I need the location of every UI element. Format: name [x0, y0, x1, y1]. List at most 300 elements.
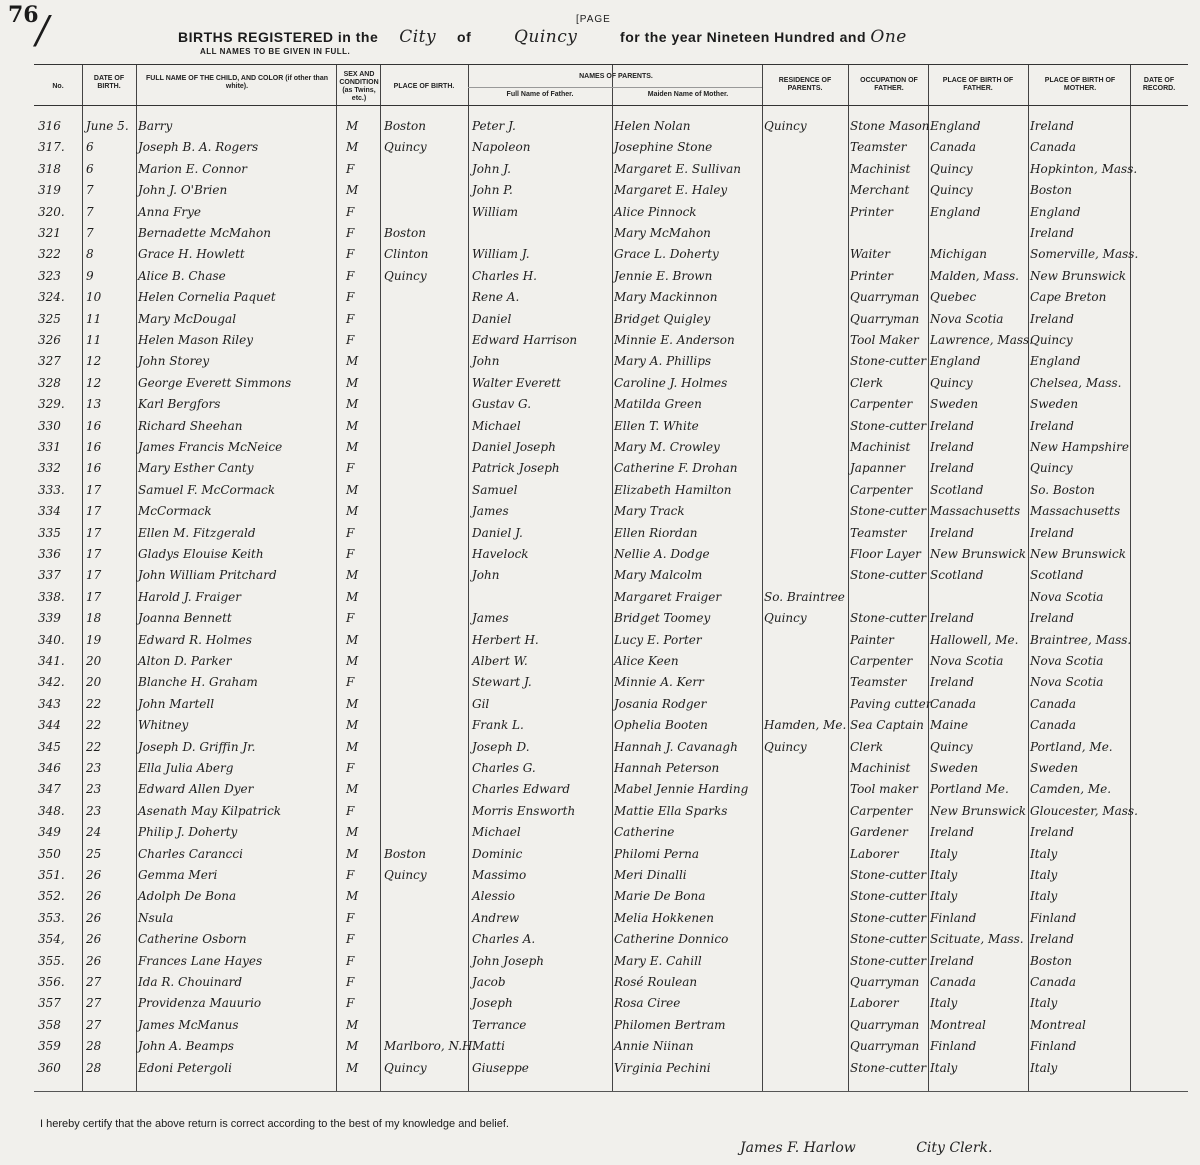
cell-child: Adolph De Bona [138, 889, 237, 904]
cell-mother: Elizabeth Hamilton [614, 482, 732, 497]
cell-mother: Mary Malcolm [614, 568, 703, 583]
cell-father: John J. [472, 161, 511, 176]
cell-date: 16 [86, 461, 102, 476]
table-row [34, 673, 1188, 694]
cell-sex: F [346, 975, 355, 989]
cell-occupation: Painter [850, 632, 894, 647]
cell-sex: M [346, 504, 359, 519]
header-place-of-birth: PLACE OF BIRTH. [393, 83, 455, 90]
table-row [34, 609, 1188, 630]
header-mother-name: Maiden Name of Mother. [647, 91, 729, 98]
table-row [34, 288, 1188, 309]
cell-mother: Mary E. Cahill [614, 953, 702, 968]
cell-mother: Hannah J. Cavanagh [614, 739, 738, 754]
cell-sex: F [346, 803, 355, 818]
cell-sex: M [346, 632, 359, 647]
cell-mother: Melia Hokkenen [614, 910, 714, 925]
cell-mother: Bridget Quigley [614, 311, 711, 326]
table-row [34, 930, 1188, 951]
cell-mother: Margaret E. Sullivan [614, 161, 742, 176]
cell-residence: Quincy [764, 611, 807, 626]
cell-m-birth: Finland [1030, 1039, 1077, 1054]
cell-no: 354, [38, 932, 65, 947]
cell-occupation: Machinist [850, 761, 911, 775]
cell-sex: F [346, 226, 355, 240]
cell-child: Mary Esther Canty [138, 461, 254, 476]
cell-child: James McManus [138, 1017, 239, 1032]
cell-father: William [472, 204, 519, 219]
cell-m-birth: Braintree, Mass. [1030, 632, 1132, 647]
cell-occupation: Gardener [850, 825, 908, 840]
cell-sex: M [346, 1039, 359, 1054]
cell-no: 340. [38, 632, 65, 647]
cell-date: 26 [86, 953, 102, 968]
cell-father: Herbert H. [472, 632, 539, 647]
cell-no: 359 [38, 1039, 61, 1054]
register-ledger [34, 64, 1188, 1092]
cell-child: Karl Bergfors [138, 397, 221, 412]
cell-sex: M [346, 119, 359, 133]
cell-no: 352. [38, 889, 65, 904]
cell-m-birth: Ireland [1030, 932, 1074, 947]
cell-occupation: Merchant [850, 183, 910, 198]
cell-place: Boston [384, 846, 426, 861]
cell-mother: Ellen Riordan [614, 525, 698, 540]
cell-no: 322 [38, 247, 61, 262]
table-row [34, 1059, 1188, 1080]
table-row [34, 866, 1188, 887]
cell-child: Whitney [138, 718, 189, 733]
cell-occupation: Stone-cutter [850, 504, 927, 519]
cell-date: 28 [86, 1039, 102, 1054]
title-births-registered: BIRTHS REGISTERED [178, 29, 334, 45]
cell-date: 16 [86, 440, 102, 454]
cell-occupation: Stone-cutter [850, 418, 927, 433]
table-row [34, 952, 1188, 973]
cell-m-birth: England [1030, 354, 1081, 369]
cell-m-birth: Massachusetts [1030, 504, 1121, 519]
cell-m-birth: Canada [1030, 140, 1077, 155]
table-row [34, 716, 1188, 737]
cell-father: Walter Everett [472, 375, 561, 390]
cell-occupation: Carpenter [850, 397, 913, 412]
cell-date: 25 [86, 846, 102, 861]
cell-father: Michael [472, 825, 521, 840]
table-row [34, 502, 1188, 523]
table-row [34, 310, 1188, 331]
title-in-the: in the [337, 29, 379, 45]
cell-sex: M [346, 846, 359, 861]
cell-occupation: Quarryman [850, 1039, 920, 1054]
cell-occupation: Laborer [850, 846, 899, 861]
cell-occupation: Tool maker [850, 782, 918, 797]
cell-occupation: Sea Captain [850, 718, 924, 733]
cell-date: 27 [86, 1017, 102, 1032]
cell-child: Frances Lane Hayes [138, 953, 263, 968]
cell-mother: Mary Mackinnon [614, 290, 718, 305]
cell-occupation: Printer [850, 204, 894, 219]
cell-sex: F [346, 161, 355, 176]
cell-occupation: Quarryman [850, 975, 920, 989]
cell-father: Matti [472, 1039, 505, 1054]
cell-m-birth: Finland [1030, 910, 1077, 925]
cell-occupation: Quarryman [850, 311, 920, 326]
cell-father: John Joseph [472, 953, 545, 968]
header-occupation: OCCUPATION OF FATHER. [860, 77, 918, 92]
table-row [34, 566, 1188, 587]
cell-occupation: Stone-cutter [850, 953, 927, 968]
table-row [34, 845, 1188, 866]
cell-child: Edward R. Holmes [138, 632, 252, 647]
parents-subheader-rule [468, 87, 762, 88]
cell-sex: M [346, 397, 359, 412]
cell-f-birth: Sweden [930, 397, 979, 412]
table-row [34, 395, 1188, 416]
cell-date: 17 [86, 568, 102, 583]
cell-date: 16 [86, 418, 102, 433]
cell-m-birth: Ireland [1030, 611, 1074, 626]
title-place-type: City [399, 27, 437, 47]
cell-m-birth: Ireland [1030, 418, 1074, 433]
cell-place: Marlboro, N.H. [384, 1039, 477, 1054]
cell-place: Quincy [384, 868, 427, 882]
cell-no: 321 [38, 226, 61, 240]
cell-sex: M [346, 482, 359, 497]
header-names-of-parents: NAMES OF PARENTS. [579, 73, 653, 80]
cell-m-birth: So. Boston [1030, 482, 1095, 497]
cell-f-birth: Italy [930, 868, 958, 882]
cell-date: 7 [86, 183, 94, 198]
cell-sex: M [346, 696, 359, 711]
cell-mother: Rosé Roulean [614, 975, 698, 989]
cell-residence: So. Braintree [764, 589, 845, 604]
cell-m-birth: Boston [1030, 953, 1072, 968]
cell-no: 323 [38, 268, 61, 283]
table-row [34, 417, 1188, 438]
cell-date: 23 [86, 761, 102, 775]
cell-f-birth: Scotland [930, 482, 984, 497]
cell-f-birth: Scituate, Mass. [930, 932, 1024, 947]
cell-mother: Marie De Bona [614, 889, 706, 904]
cell-no: 348. [38, 803, 65, 818]
cell-child: Nsula [138, 910, 174, 925]
cell-no: 319 [38, 183, 61, 198]
cell-occupation: Waiter [850, 247, 890, 262]
cell-m-birth: Nova Scotia [1030, 589, 1104, 604]
cell-father: Samuel [472, 482, 518, 497]
cell-father: Gustav G. [472, 397, 532, 412]
cell-sex: F [346, 311, 355, 326]
table-row [34, 759, 1188, 780]
cell-date: June 5. [86, 119, 129, 133]
cell-child: Catherine Osborn [138, 932, 247, 947]
cell-date: 23 [86, 782, 102, 797]
cell-occupation: Quarryman [850, 290, 920, 305]
cell-child: Helen Mason Riley [138, 333, 254, 347]
cell-date: 27 [86, 975, 102, 989]
cell-m-birth: Hopkinton, Mass. [1030, 161, 1138, 176]
cell-occupation: Stone-cutter [850, 354, 927, 369]
cell-father: Michael [472, 418, 521, 433]
cell-mother: Mattie Ella Sparks [614, 803, 728, 818]
cell-f-birth: Ireland [930, 675, 974, 690]
cell-date: 12 [86, 354, 102, 369]
cell-child: Joseph D. Griffin Jr. [138, 739, 256, 754]
cell-f-birth: Ireland [930, 825, 974, 840]
cell-father: Havelock [472, 547, 529, 561]
cell-f-birth: Quebec [930, 290, 977, 305]
cell-f-birth: Hallowell, Me. [930, 632, 1019, 647]
cell-date: 9 [86, 268, 94, 283]
cell-date: 7 [86, 204, 94, 219]
cell-no: 347 [38, 782, 61, 797]
cell-place: Boston [384, 119, 426, 133]
cell-no: 325 [38, 311, 61, 326]
cell-no: 339 [38, 611, 61, 626]
cell-father: Daniel J. [472, 525, 523, 540]
title-for-the-year: for the year Nineteen Hundred and [620, 29, 867, 45]
table-row [34, 160, 1188, 181]
cell-occupation: Stone-cutter [850, 611, 927, 626]
cell-f-birth: Ireland [930, 525, 974, 540]
cell-date: 6 [86, 161, 94, 176]
cell-no: 331 [38, 440, 61, 454]
cell-mother: Hannah Peterson [614, 761, 720, 775]
cell-mother: Ellen T. White [614, 418, 699, 433]
cell-m-birth: Montreal [1030, 1017, 1086, 1032]
cell-child: Charles Carancci [138, 846, 243, 861]
cell-no: 327 [38, 354, 61, 369]
cell-mother: Margaret Fraiger [614, 589, 722, 604]
cell-date: 19 [86, 632, 102, 647]
cell-father: Massimo [472, 868, 527, 882]
cell-m-birth: Chelsea, Mass. [1030, 375, 1122, 390]
cell-no: 326 [38, 333, 61, 347]
table-row [34, 823, 1188, 844]
cell-f-birth: Finland [930, 910, 977, 925]
cell-no: 329. [38, 397, 65, 412]
clerk-signature [740, 1140, 992, 1156]
cell-sex: F [346, 611, 355, 626]
cell-occupation: Tool Maker [850, 333, 919, 347]
cell-m-birth: Italy [1030, 846, 1058, 861]
cell-f-birth: Malden, Mass. [930, 268, 1019, 283]
cell-sex: F [346, 247, 355, 262]
cell-date: 26 [86, 932, 102, 947]
cell-mother: Alice Keen [614, 654, 679, 668]
cell-occupation: Carpenter [850, 803, 913, 818]
cell-father: William J. [472, 247, 530, 262]
cell-no: 330 [38, 418, 61, 433]
cell-father: Andrew [472, 910, 520, 925]
cell-date: 11 [86, 333, 102, 347]
table-row [34, 181, 1188, 202]
cell-sex: F [346, 910, 355, 925]
cell-father: Dominic [472, 846, 523, 861]
cell-no: 346 [38, 761, 61, 775]
cell-no: 337 [38, 568, 61, 583]
cell-m-birth: Ireland [1030, 525, 1074, 540]
cell-date: 26 [86, 910, 102, 925]
cell-no: 333. [38, 482, 65, 497]
table-row [34, 438, 1188, 459]
cell-date: 17 [86, 504, 102, 519]
header-father-name: Full Name of Father. [506, 91, 574, 98]
cell-date: 6 [86, 140, 94, 155]
cell-place: Quincy [384, 140, 427, 155]
cell-date: 20 [86, 675, 102, 690]
cell-occupation: Quarryman [850, 1017, 920, 1032]
cell-f-birth: Canada [930, 140, 977, 155]
cell-child: Harold J. Fraiger [138, 589, 241, 604]
title-year-word: One [870, 27, 907, 47]
table-row [34, 459, 1188, 480]
cell-sex: M [346, 589, 359, 604]
cell-f-birth: Quincy [930, 739, 973, 754]
cell-mother: Catherine F. Drohan [614, 461, 738, 476]
cell-child: James Francis McNeice [138, 440, 283, 454]
cell-m-birth: Canada [1030, 718, 1077, 733]
cell-sex: M [346, 140, 359, 155]
table-row [34, 738, 1188, 759]
cell-occupation: Stone-cutter [850, 932, 927, 947]
page-number: 76 [8, 2, 39, 28]
cell-sex: F [346, 868, 355, 882]
cell-occupation: Stone-cutter [850, 889, 927, 904]
cell-sex: F [346, 761, 355, 775]
cell-f-birth: Montreal [930, 1017, 986, 1032]
cell-child: Marion E. Connor [138, 161, 247, 176]
table-row [34, 631, 1188, 652]
table-row [34, 909, 1188, 930]
cell-sex: M [346, 183, 359, 198]
cell-f-birth: Ireland [930, 611, 974, 626]
cell-m-birth: Ireland [1030, 119, 1074, 133]
cell-occupation: Machinist [850, 440, 911, 454]
cell-m-birth: Boston [1030, 183, 1072, 198]
cell-father: Peter J. [472, 119, 516, 133]
cell-mother: Philomi Perna [614, 846, 699, 861]
cell-child: Alton D. Parker [138, 654, 232, 668]
cell-occupation: Laborer [850, 996, 899, 1011]
cell-no: 336 [38, 547, 61, 561]
cell-sex: F [346, 525, 355, 540]
cell-mother: Josephine Stone [614, 140, 713, 155]
table-row [34, 224, 1188, 245]
cell-father: Alessio [472, 889, 515, 904]
cell-sex: F [346, 953, 355, 968]
cell-f-birth: Ireland [930, 418, 974, 433]
corner-mark: / [36, 8, 49, 52]
header-child-name: FULL NAME OF THE CHILD, AND COLOR (if other than white). [146, 75, 328, 90]
cell-child: Joanna Bennett [138, 611, 232, 626]
cell-date: 26 [86, 889, 102, 904]
cell-occupation: Floor Layer [850, 547, 921, 561]
cell-date: 13 [86, 397, 102, 412]
cell-date: 7 [86, 226, 94, 240]
cell-mother: Rosa Ciree [614, 996, 681, 1011]
cell-child: Mary McDougal [138, 311, 237, 326]
cell-date: 11 [86, 311, 102, 326]
cell-mother: Lucy E. Porter [614, 632, 702, 647]
cell-f-birth: Italy [930, 996, 958, 1011]
cell-occupation: Clerk [850, 739, 884, 754]
cell-mother: Mary A. Phillips [614, 354, 712, 369]
table-row [34, 1037, 1188, 1058]
cell-date: 8 [86, 247, 94, 262]
header-rule [34, 105, 1188, 106]
cell-father: Patrick Joseph [472, 461, 560, 476]
cell-mother: Alice Pinnock [614, 204, 697, 219]
cell-m-birth: Italy [1030, 868, 1058, 882]
header-no: No. [52, 83, 64, 90]
cell-sex: M [346, 782, 359, 797]
cell-f-birth: Scotland [930, 568, 984, 583]
cell-date: 17 [86, 525, 102, 540]
cell-no: 351. [38, 868, 65, 882]
cell-no: 320. [38, 204, 65, 219]
header-mother-birthplace: PLACE OF BIRTH OF MOTHER. [1044, 77, 1116, 92]
cell-child: Philip J. Doherty [138, 825, 238, 840]
table-row [34, 138, 1188, 159]
cell-mother: Catherine [614, 825, 675, 840]
cell-m-birth: Gloucester, Mass. [1030, 803, 1138, 818]
cell-m-birth: Ireland [1030, 825, 1074, 840]
header-father-birthplace: PLACE OF BIRTH OF FATHER. [942, 77, 1014, 92]
cell-f-birth: Italy [930, 1060, 958, 1075]
cell-mother: Mary Track [614, 504, 685, 519]
cell-mother: Caroline J. Holmes [614, 375, 728, 390]
cell-sex: M [346, 739, 359, 754]
cell-date: 17 [86, 589, 102, 604]
cell-f-birth: Canada [930, 696, 977, 711]
cell-m-birth: Italy [1030, 996, 1058, 1011]
cell-sex: M [346, 418, 359, 433]
cell-mother: Minnie E. Anderson [614, 333, 735, 347]
cell-date: 22 [86, 696, 102, 711]
table-row [34, 374, 1188, 395]
cell-occupation: Clerk [850, 375, 884, 390]
cell-date: 17 [86, 547, 102, 561]
cell-sex: F [346, 675, 355, 690]
cell-f-birth: Portland Me. [930, 782, 1009, 797]
table-row [34, 545, 1188, 566]
cell-child: Alice B. Chase [138, 268, 226, 283]
table-row [34, 117, 1188, 138]
cell-f-birth: New Brunswick [930, 547, 1026, 561]
cell-no: 356. [38, 975, 65, 989]
cell-date: 18 [86, 611, 102, 626]
cell-child: Richard Sheehan [138, 418, 243, 433]
table-row [34, 203, 1188, 224]
cell-f-birth: Michigan [930, 247, 987, 262]
cell-m-birth: England [1030, 204, 1081, 219]
cell-child: John J. O'Brien [138, 183, 228, 198]
cell-place: Clinton [384, 247, 429, 262]
register-subtitle: ALL NAMES TO BE GIVEN IN FULL. [200, 47, 351, 56]
header-sex: SEX AND CONDITION (as Twins, etc.) [339, 71, 379, 102]
cell-mother: Mary McMahon [614, 226, 711, 240]
cell-father: John [472, 568, 500, 583]
cell-m-birth: New Brunswick [1030, 547, 1126, 561]
cell-m-birth: Italy [1030, 889, 1058, 904]
cell-no: 344 [38, 718, 61, 733]
cell-child: Joseph B. A. Rogers [138, 140, 259, 155]
cell-m-birth: Canada [1030, 975, 1077, 989]
cell-f-birth: Italy [930, 846, 958, 861]
cell-no: 332 [38, 461, 61, 476]
cell-child: Gemma Meri [138, 868, 218, 882]
